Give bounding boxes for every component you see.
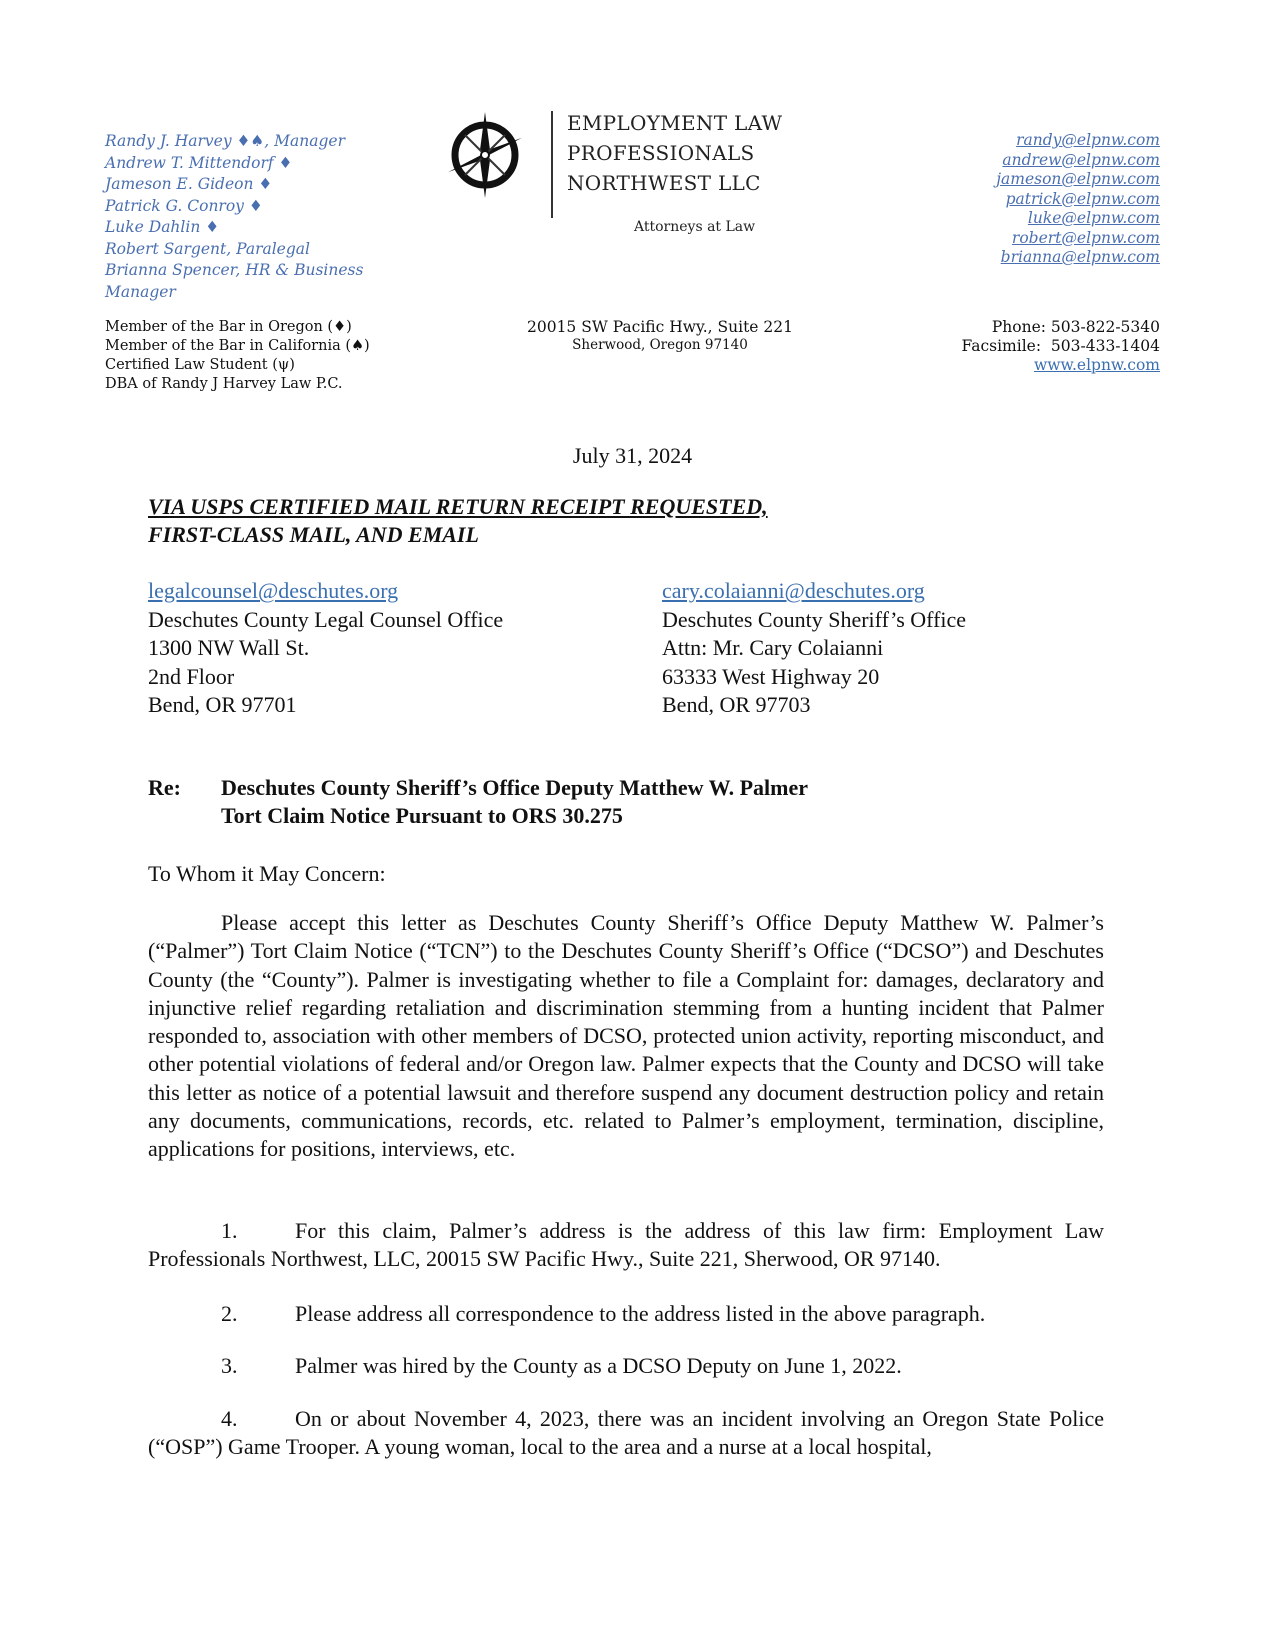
- compass-rose-icon: [443, 110, 527, 200]
- item-text: On or about November 4, 2023, there was an incident involving an Oregon State Police (“OSP”) Game Trooper. A young woman, local to the area and a nurse at a local hospital,: [148, 1406, 1104, 1460]
- numbered-item: [148, 1300, 1104, 1328]
- salutation: To Whom it May Concern:: [148, 861, 386, 886]
- address-line: Sherwood, Oregon 97140: [572, 337, 748, 353]
- recipient-line: Attn: Mr. Cary Colaianni: [662, 635, 884, 660]
- intro-paragraph: Please accept this letter as Deschutes County Sheriff’s Office Deputy Matthew W. Palmer’s (“Palmer”) Tort Claim Notice (“TCN”) to the Deschutes County Sheriff’s Office (“DCSO”) and Deschutes County (the “County”). Palmer is investigating whether to file a Complaint for: damages, declaratory and injunctive relief regarding retaliation and discrimination stemming from a hunting incident that Palmer responded to, association with other members of DCSO, protected union activity, reporting misconduct, and other potential violations of federal and/or Oregon law. Palmer expects that the County and DCSO will take this letter as notice of a potential lawsuit and therefore suspend any document destruction policy and retain any documents, communications, records, etc. related to Palmer’s employment, termination, discipline, applications for positions, interviews, etc.: [148, 910, 1104, 1162]
- letterhead-divider: [551, 111, 553, 218]
- item-text: Palmer was hired by the County as a DCSO Deputy on June 1, 2022.: [295, 1353, 902, 1378]
- item-number: 4.: [221, 1406, 238, 1431]
- website-link[interactable]: www.elpnw.com: [1034, 356, 1160, 374]
- attorney-name: Luke Dahlin ♦: [105, 218, 220, 236]
- attorney-name: Brianna Spencer, HR & Business Manager: [105, 261, 364, 301]
- email-link[interactable]: luke@elpnw.com: [1027, 209, 1160, 227]
- firm-name: [567, 108, 782, 198]
- item-number: 3.: [221, 1353, 238, 1378]
- email-link[interactable]: randy@elpnw.com: [1016, 131, 1160, 149]
- legend-line: Member of the Bar in Oregon (♦): [105, 319, 352, 335]
- item-text: For this claim, Palmer’s address is the address of this law firm: Employment Law Professionals Northwest, LLC, 20015 SW Pacific Hwy., Suite 221, Sherwood, OR 97140.: [148, 1218, 1104, 1272]
- firm-address: [500, 318, 820, 354]
- attorney-name: Jameson E. Gideon ♦: [105, 175, 273, 193]
- recipient-block: [662, 577, 966, 720]
- firm-tagline: Attorneys at Law: [634, 219, 756, 235]
- item-number: 1.: [221, 1218, 238, 1243]
- email-link[interactable]: robert@elpnw.com: [1011, 228, 1160, 247]
- email-link[interactable]: jameson@elpnw.com: [996, 170, 1160, 188]
- delivery-line: VIA USPS CERTIFIED MAIL RETURN RECEIPT REQUESTED,: [148, 494, 768, 519]
- legend-line: DBA of Randy J Harvey Law P.C.: [105, 376, 343, 392]
- legend-line: Member of the Bar in California (♠): [105, 338, 370, 354]
- recipient-line: 63333 West Highway 20: [662, 663, 880, 689]
- firm-name-line: PROFESSIONALS: [567, 141, 755, 165]
- email-link[interactable]: patrick@elpnw.com: [1005, 189, 1160, 208]
- attorney-name: Patrick G. Conroy ♦: [105, 196, 263, 215]
- subject-text: Deschutes County Sheriff’s Office Deputy Matthew W. Palmer: [221, 775, 808, 800]
- firm-name-line: NORTHWEST LLC: [567, 171, 761, 195]
- attorney-name: Robert Sargent, Paralegal: [105, 239, 310, 258]
- recipient-email-link[interactable]: legalcounsel@deschutes.org: [148, 578, 399, 603]
- phone: Phone: 503-822-5340: [991, 318, 1160, 336]
- fax: Facsimile: 503-433-1404: [961, 337, 1160, 355]
- item-number: 2.: [221, 1301, 238, 1326]
- letter-date: July 31, 2024: [572, 443, 693, 468]
- re-label: Re:: [148, 775, 181, 800]
- legend-line: Certified Law Student (ψ): [105, 357, 295, 373]
- numbered-item: [148, 1405, 1104, 1462]
- attorney-name: Andrew T. Mittendorf ♦: [105, 153, 293, 172]
- recipient-line: 2nd Floor: [148, 663, 235, 689]
- attorney-list: [105, 131, 395, 303]
- firm-contact: [962, 318, 1161, 375]
- delivery-method: [148, 493, 768, 549]
- firm-name-line: EMPLOYMENT LAW: [567, 111, 783, 135]
- recipient-line: 1300 NW Wall St.: [148, 635, 310, 660]
- recipient-email-link[interactable]: cary.colaianni@deschutes.org: [662, 578, 925, 603]
- recipient-line: Bend, OR 97701: [148, 692, 297, 717]
- numbered-item: [148, 1217, 1104, 1274]
- recipient-line: Deschutes County Sheriff’s Office: [662, 606, 967, 632]
- email-list: [996, 131, 1160, 268]
- delivery-line: FIRST-CLASS MAIL, AND EMAIL: [148, 522, 479, 547]
- email-link[interactable]: andrew@elpnw.com: [1002, 150, 1160, 169]
- recipient-line: Bend, OR 97703: [662, 692, 811, 717]
- recipient-block: [148, 577, 503, 720]
- item-text: Please address all correspondence to the address listed in the above paragraph.: [295, 1301, 986, 1326]
- subject-text: Tort Claim Notice Pursuant to ORS 30.275: [221, 803, 623, 828]
- numbered-item: [148, 1352, 1104, 1380]
- address-line: 20015 SW Pacific Hwy., Suite 221: [526, 318, 793, 336]
- recipient-line: Deschutes County Legal Counsel Office: [148, 606, 504, 632]
- bar-membership-legend: [105, 318, 370, 394]
- attorney-name: Randy J. Harvey ♦♠, Manager: [105, 132, 345, 150]
- email-link[interactable]: brianna@elpnw.com: [1000, 248, 1160, 266]
